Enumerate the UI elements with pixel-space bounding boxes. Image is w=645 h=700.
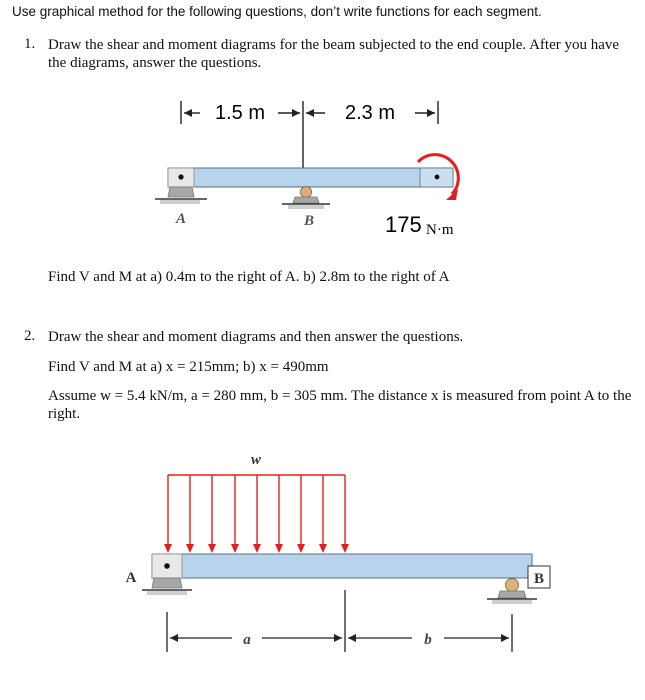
q1-moment-value: 175 xyxy=(385,212,422,237)
q2-beam-figure xyxy=(0,430,645,700)
q1-roller-support-b xyxy=(282,187,330,210)
q1-support-b-label: B xyxy=(303,213,315,229)
q1-dim-left: 1.5 m xyxy=(214,102,266,124)
instructions-header: Use graphical method for the following questions, don’t write functions for each segment. xyxy=(12,4,542,19)
q2-dimension-lines xyxy=(167,590,512,652)
q2-find-text: Find V and M at a) x = 215mm; b) x = 490mm xyxy=(48,359,329,375)
q1-moment-unit: N·m xyxy=(426,222,454,238)
q1-find-text: Find V and M at a) 0.4m to the right of A. b) 2.8m to the right of A xyxy=(48,269,450,285)
q1-dim-right: 2.3 m xyxy=(344,102,396,124)
q1-support-a-label: A xyxy=(175,211,187,227)
q2-beam xyxy=(152,554,532,578)
q1-text: Draw the shear and moment diagrams for the beam subjected to the end couple. After you have the diagrams, answer the questions. xyxy=(48,37,620,71)
q2-dim-b-label: b xyxy=(424,632,432,648)
q2-load-label: w xyxy=(250,452,262,468)
q1-couple-moment-icon xyxy=(418,155,458,200)
q2-assume-text: Assume w = 5.4 kN/m, a = 280 mm, b = 305 mm. The distance x is measured from point A to the right. xyxy=(48,388,632,422)
q2-distributed-load xyxy=(164,475,349,553)
q2-dim-a-label: a xyxy=(243,632,251,648)
q2-number: 2. xyxy=(24,328,36,344)
q2-text: Draw the shear and moment diagrams and then answer the questions. xyxy=(48,329,464,345)
q1-beam xyxy=(168,168,453,187)
q1-number: 1. xyxy=(24,36,36,52)
q2-support-a-label: A xyxy=(125,570,137,586)
q2-support-b-label: B xyxy=(533,571,545,587)
q1-beam-figure xyxy=(0,0,645,260)
